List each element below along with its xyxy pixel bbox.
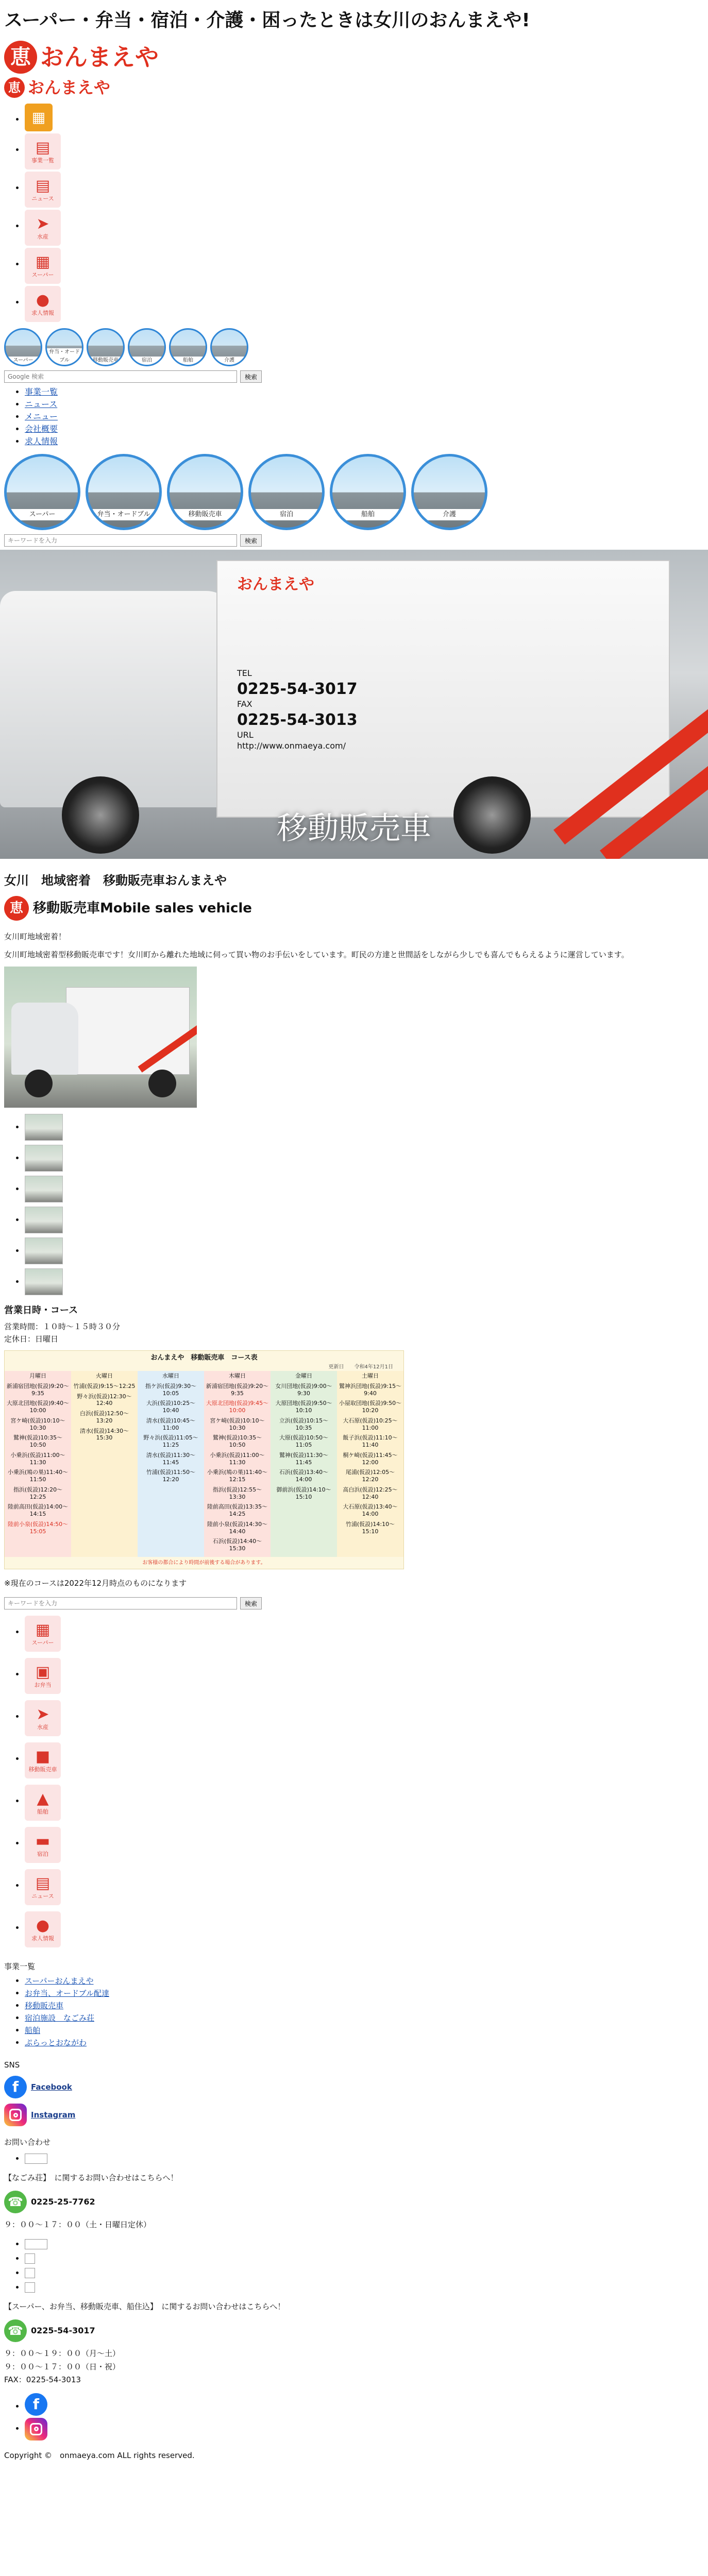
list-item [25, 1697, 704, 1739]
stop-entry: 清水(仮設)14:30～15:30 [79, 1427, 129, 1442]
stop-entry: 白浜(仮設)12:50～13:20 [79, 1410, 129, 1424]
contact-icon-list [4, 2153, 704, 2165]
phone-icon[interactable]: ☎ [4, 2319, 27, 2342]
day-column [138, 1381, 204, 1557]
stop-entry: 御前浜(仮設)14:10～15:10 [276, 1486, 331, 1500]
stop-entry: 尾浦(仮設)12:05～12:20 [345, 1469, 395, 1483]
stop-entry: 新浦宿団地(仮設)9:20～9:35 [6, 1382, 70, 1397]
list-item [25, 2153, 704, 2165]
search-button[interactable]: 検索 [240, 534, 262, 547]
contact-icon-list-2 [4, 2238, 704, 2294]
store-icon[interactable] [25, 2239, 47, 2249]
circle-bento[interactable]: 弁当・オードブル [86, 454, 162, 530]
bento-icon[interactable] [25, 2253, 35, 2264]
list-item [25, 1207, 704, 1233]
fax-label: FAX [237, 699, 252, 709]
store-icon[interactable]: ▦ スーパー [25, 248, 61, 284]
search-button[interactable]: 検索 [240, 1597, 262, 1609]
logo-mark-icon: 恵 [4, 896, 29, 921]
list-item [25, 1176, 704, 1202]
day-column [271, 1381, 337, 1557]
super-tel-row [4, 2319, 704, 2342]
footer-link[interactable]: スーパーおんまえや [25, 1976, 94, 1986]
super-fax: FAX：0225-54-3013 [4, 2375, 81, 2385]
stop-entry: 鷲神(仮設)10:35～10:50 [13, 1434, 63, 1449]
mobile-sales-title: 移動販売車Mobile sales vehicle [33, 900, 252, 916]
nav-link-company[interactable]: 会社概要 [25, 424, 58, 434]
fish-icon[interactable]: ➤ 水産 [25, 1700, 61, 1736]
list-item [25, 1782, 704, 1824]
thumb-bento[interactable]: 弁当・オードブル [45, 328, 83, 366]
truck-brand: おんまえや [237, 575, 314, 594]
search-button[interactable]: 検索 [240, 370, 262, 383]
stop-entry: 小乗浜(鳩の巣)11:40～11:50 [7, 1469, 69, 1483]
day-column [5, 1381, 71, 1557]
sns-label: SNS [4, 2060, 20, 2070]
stop-entry: 高白浜(仮設)12:25～12:40 [343, 1486, 398, 1500]
site-search-bar-bottom [4, 1597, 704, 1609]
list-item [25, 2418, 704, 2441]
url-text: http://www.onmaeya.com/ [237, 740, 346, 751]
tel-number: 0225-54-3017 [237, 680, 358, 698]
circle-supermarket[interactable]: スーパー [4, 454, 80, 530]
circle-mobile-sales[interactable]: 移動販売車 [167, 454, 243, 530]
bed-icon[interactable]: ▬ 宿泊 [25, 1827, 61, 1863]
truck-wheel [25, 1070, 53, 1097]
footer-link[interactable]: 船舶 [25, 2025, 41, 2035]
fax-number: 0225-54-3013 [237, 710, 358, 729]
phone-icon[interactable]: ☎ [4, 2191, 27, 2213]
business-hours: 営業時間：１０時～１５時３０分 [4, 1322, 121, 1332]
list-item [25, 2012, 704, 2024]
list-item [25, 1908, 704, 1951]
list-item [25, 1739, 704, 1782]
calendar-icon[interactable]: ▦ [25, 104, 53, 131]
nav-link-list [4, 386, 704, 448]
facebook-link[interactable]: Facebook [31, 2082, 72, 2092]
top-icon-menu [4, 103, 704, 323]
stop-entry: 大浜(仮設)10:25～10:40 [146, 1400, 196, 1414]
instagram-link[interactable]: Instagram [31, 2110, 76, 2120]
nav-link-business[interactable]: 事業一覧 [25, 387, 58, 397]
stop-entry: 鷲神(仮設)11:30～11:45 [279, 1451, 329, 1466]
stop-entry: 小乗浜(仮設)11:00～11:30 [10, 1451, 65, 1466]
copyright: Copyright © onmaeya.com ALL rights reserved. [4, 2450, 195, 2460]
truck-wheel [148, 1070, 176, 1097]
stop-entry: 大石原(仮設)10:25～11:00 [343, 1417, 398, 1431]
category-thumb-row [4, 328, 704, 366]
business-list-label: 事業一覧 [4, 1962, 36, 1972]
day-header: 土曜日 [337, 1371, 403, 1381]
mobile-sales-heading [4, 896, 704, 921]
photo-thumb[interactable] [25, 1145, 63, 1172]
facebook-icon[interactable]: f [4, 2076, 27, 2098]
document-icon[interactable]: ▤ 事業一覧 [25, 133, 61, 170]
list-item [25, 1999, 704, 2012]
holiday: 定休日：日曜日 [4, 1334, 59, 1344]
truck-contact [237, 668, 358, 751]
truck-photo[interactable] [4, 967, 197, 1108]
list-item [25, 2024, 704, 2037]
stop-entry: 清水(仮設)11:30～11:45 [146, 1451, 196, 1466]
site-logo[interactable] [4, 39, 704, 76]
thumb-mobile-sales[interactable]: 移動販売車 [87, 328, 125, 366]
document-icon[interactable]: ▤ ニュース [25, 172, 61, 208]
stop-entry: 大原団地(仮設)9:50～10:10 [275, 1400, 332, 1414]
list-item [25, 1145, 704, 1172]
stop-entry: 立浜(仮設)10:15～10:35 [279, 1417, 329, 1431]
photo-thumb[interactable] [25, 1238, 63, 1264]
contact-label: お問い合わせ [4, 2138, 51, 2147]
circle-lodging[interactable]: 宿泊 [248, 454, 325, 530]
instagram-icon[interactable] [4, 2104, 27, 2126]
page-title: 女川 地域密着 移動販売車おんまえや [4, 873, 227, 888]
stop-entry: 鷲神(仮設)10:35～10:50 [212, 1434, 262, 1449]
site-tagline: スーパー・弁当・宿泊・介護・困ったときは女川のおんまえや! [4, 10, 530, 31]
footer-link[interactable]: ぷらっとおながわ [25, 2038, 87, 2047]
thumb-lodging[interactable]: 宿泊 [128, 328, 166, 366]
footer-icon-menu [4, 1613, 704, 1951]
bento-icon[interactable]: ▣ お弁当 [25, 1658, 61, 1694]
stop-entry: 大石原(仮設)13:40～14:00 [343, 1503, 398, 1518]
logo-mark-icon: 恵 [4, 41, 37, 74]
mail-icon[interactable] [25, 2154, 47, 2164]
truck-cab [11, 1003, 78, 1075]
course-note: ※現在のコースは2022年12月時点のものになります [4, 1578, 187, 1588]
list-item [25, 2252, 704, 2265]
stop-entry: 陸前小泉(仮設)14:30～14:40 [207, 1520, 268, 1535]
list-item [25, 285, 704, 323]
course-table-updated: 更新日 令和4年12月1日 [328, 1364, 393, 1370]
list-item [25, 411, 704, 423]
facebook-link-row [4, 2076, 704, 2098]
stop-entry: 宮ケ崎(仮設)10:10～10:30 [10, 1417, 65, 1431]
logo-text: おんまえや [40, 43, 159, 71]
url-label: URL [237, 730, 254, 740]
stop-entry: 小屋取団地(仮設)9:50～10:20 [339, 1400, 402, 1414]
list-item [25, 1114, 704, 1141]
stop-entry: 陸前高田(仮設)14:00～14:15 [7, 1503, 69, 1518]
list-item [25, 423, 704, 435]
google-search-bar [4, 370, 704, 383]
stop-entry: 指浜(仮設)12:55～13:30 [212, 1486, 262, 1500]
list-item [25, 247, 704, 285]
stop-entry: 女川団地(仮設)9:00～9:30 [275, 1382, 332, 1397]
nav-link-jobs[interactable]: 求人情報 [25, 436, 58, 447]
stop-entry: 陸前小泉(仮設)14:50～15:05 [7, 1520, 69, 1535]
instagram-icon[interactable] [25, 2418, 47, 2441]
category-circle-row [4, 454, 704, 530]
stop-entry: 飯子浜(仮設)11:10～11:40 [343, 1434, 398, 1449]
stop-entry: 野々浜(仮設)12:30～12:40 [77, 1393, 132, 1407]
truck-cab [0, 591, 237, 807]
footer-link[interactable]: 移動販売車 [25, 2001, 64, 2010]
day-column [337, 1381, 403, 1557]
document-icon[interactable]: ▤ ニュース [25, 1869, 61, 1905]
stop-entry: 竹浦(仮設)14:10～15:10 [345, 1520, 395, 1535]
instagram-link-row [4, 2104, 704, 2126]
thumb-ship[interactable]: 船舶 [169, 328, 207, 366]
schedule-section [4, 1303, 704, 1569]
footer-link[interactable]: お弁当、オードブル配達 [25, 1988, 109, 1998]
list-item [25, 171, 704, 209]
stop-entry: 大原(仮設)10:50～11:05 [279, 1434, 329, 1449]
list-item [25, 1238, 704, 1264]
super-hours-weekday: ９：００～１９：００（月～土） [4, 2349, 121, 2359]
google-search-input[interactable] [4, 370, 237, 383]
site-logo-small[interactable] [4, 76, 704, 99]
nagomi-hours: ９：００～１７：００（土・日曜日定休） [4, 2220, 151, 2230]
nagomi-tel[interactable]: 0225-25-7762 [31, 2197, 95, 2207]
table-row [5, 1371, 403, 1381]
list-item [25, 1987, 704, 1999]
photo-thumb[interactable] [25, 1114, 63, 1141]
truck-icon[interactable]: ■ 移動販売車 [25, 1742, 61, 1778]
person-icon[interactable]: ● 求人情報 [25, 1911, 61, 1947]
list-item [25, 1975, 704, 1987]
course-table[interactable] [4, 1350, 404, 1569]
site-search-input[interactable] [4, 534, 237, 547]
list-item [25, 2267, 704, 2279]
super-hours-holiday: ９：００～１７：００（日・祝） [4, 2362, 121, 2371]
table-row [5, 1381, 403, 1557]
footer-link[interactable]: 宿泊施設 なごみ荘 [25, 2013, 95, 2023]
circle-care[interactable]: 介護 [411, 454, 487, 530]
list-item [25, 132, 704, 171]
list-item [25, 2037, 704, 2049]
nav-link-menu[interactable]: メニュー [25, 412, 58, 422]
stop-entry: 大原北団地(仮設)9:40～10:00 [6, 1400, 70, 1414]
ship-icon[interactable] [25, 2282, 35, 2293]
stop-entry: 小乗浜(仮設)11:00～11:30 [210, 1451, 265, 1466]
stop-entry: 野々浜(仮設)11:05～11:25 [143, 1434, 198, 1449]
thumb-supermarket[interactable]: スーパー [4, 328, 42, 366]
stop-entry: 小乗浜(鳩の巣)11:40～12:15 [207, 1469, 268, 1483]
nagomi-tel-row [4, 2191, 704, 2213]
photo-thumb[interactable] [25, 1268, 63, 1295]
list-item [25, 103, 704, 132]
person-icon[interactable]: ● 求人情報 [25, 286, 61, 322]
logo-text: おんまえや [28, 78, 111, 98]
hero-banner [0, 550, 708, 859]
list-item [25, 209, 704, 247]
stop-entry: 清水(仮設)10:45～11:00 [146, 1417, 196, 1431]
day-header: 火曜日 [71, 1371, 138, 1381]
photo-thumb[interactable] [25, 1207, 63, 1233]
super-tel[interactable]: 0225-54-3017 [31, 2326, 95, 2336]
stop-entry: 石浜(仮設)14:40～15:30 [212, 1538, 262, 1552]
intro-text-2: 女川町地域密着型移動販売車です！女川町から離れた地域に伺って買い物のお手伝いをしています。町民の方達と世間話をしながら少しでも喜んでもらえるように運営しています。 [4, 950, 629, 959]
stop-entry: 大原北団地(仮設)9:45～10:00 [206, 1400, 269, 1414]
stop-entry: 石浜(仮設)13:40～14:00 [279, 1469, 329, 1483]
list-item [25, 435, 704, 448]
stop-entry: 竹浦(仮設)9:15～12:25 [73, 1382, 136, 1389]
stop-entry: 鷲神浜団地(仮設)9:15～9:40 [339, 1382, 402, 1397]
list-item [25, 2281, 704, 2294]
stop-entry: 指ケ浜(仮設)9:30～10:05 [145, 1382, 197, 1397]
facebook-icon[interactable]: f [25, 2393, 47, 2416]
sns-icon-list [4, 2393, 704, 2441]
list-item [25, 1655, 704, 1697]
list-item [25, 1613, 704, 1655]
tel-label: TEL [237, 668, 252, 679]
list-item [25, 386, 704, 398]
day-column [204, 1381, 271, 1557]
intro-text-1: 女川町地域密着！ [4, 932, 66, 942]
thumb-care[interactable]: 介護 [210, 328, 248, 366]
stop-entry: 新浦宿団地(仮設)9:20～9:35 [206, 1382, 269, 1397]
photo-thumb-list [4, 1114, 704, 1295]
circle-ship[interactable]: 船舶 [330, 454, 406, 530]
photo-thumb[interactable] [25, 1176, 63, 1202]
stop-entry: 竹浦(仮設)11:50～12:20 [146, 1469, 196, 1483]
nav-link-news[interactable]: ニュース [25, 399, 58, 410]
stop-entry: 陸前高田(仮設)13:35～14:25 [207, 1503, 268, 1518]
truck-icon[interactable] [25, 2268, 35, 2278]
list-item [25, 1268, 704, 1295]
ship-icon[interactable]: ▲ 船舶 [25, 1785, 61, 1821]
day-header: 金曜日 [271, 1371, 337, 1381]
list-item [25, 2393, 704, 2416]
super-hours [4, 2347, 704, 2387]
stop-entry: 桐ケ崎(仮設)11:45～12:00 [343, 1451, 398, 1466]
site-search-bar [4, 534, 704, 547]
nagomi-contact-text: 【なごみ荘】 に関するお問い合わせはこちらへ！ [4, 2173, 178, 2182]
course-table-title: おんまえや 移動販売車 コース表 [150, 1354, 258, 1362]
day-header: 木曜日 [204, 1371, 271, 1381]
day-column [71, 1381, 138, 1557]
course-grid [5, 1371, 403, 1557]
business-link-list [4, 1975, 704, 2049]
list-item [25, 2238, 704, 2250]
fish-icon[interactable]: ➤ 水産 [25, 210, 61, 246]
day-header: 月曜日 [5, 1371, 71, 1381]
logo-mark-icon: 恵 [4, 77, 25, 98]
site-search-input[interactable] [4, 1597, 237, 1609]
hero-caption: 移動販売車 [277, 810, 431, 847]
stop-entry: 宮ケ崎(仮設)10:10～10:30 [210, 1417, 265, 1431]
list-item [25, 1824, 704, 1866]
list-item [25, 398, 704, 411]
stop-entry: 指浜(仮設)12:20～12:25 [13, 1486, 63, 1500]
list-item [25, 1866, 704, 1908]
course-table-footnote: お客様の都合により時間が前後する場合があります。 [142, 1560, 266, 1566]
schedule-title: 営業日時・コース [4, 1305, 78, 1316]
super-contact-text: 【スーパー、お弁当、移動販売車、船住込】 に関するお問い合わせはこちらへ！ [4, 2301, 285, 2311]
day-header: 水曜日 [138, 1371, 204, 1381]
store-icon[interactable]: ▦ スーパー [25, 1616, 61, 1652]
truck-body [66, 987, 190, 1075]
